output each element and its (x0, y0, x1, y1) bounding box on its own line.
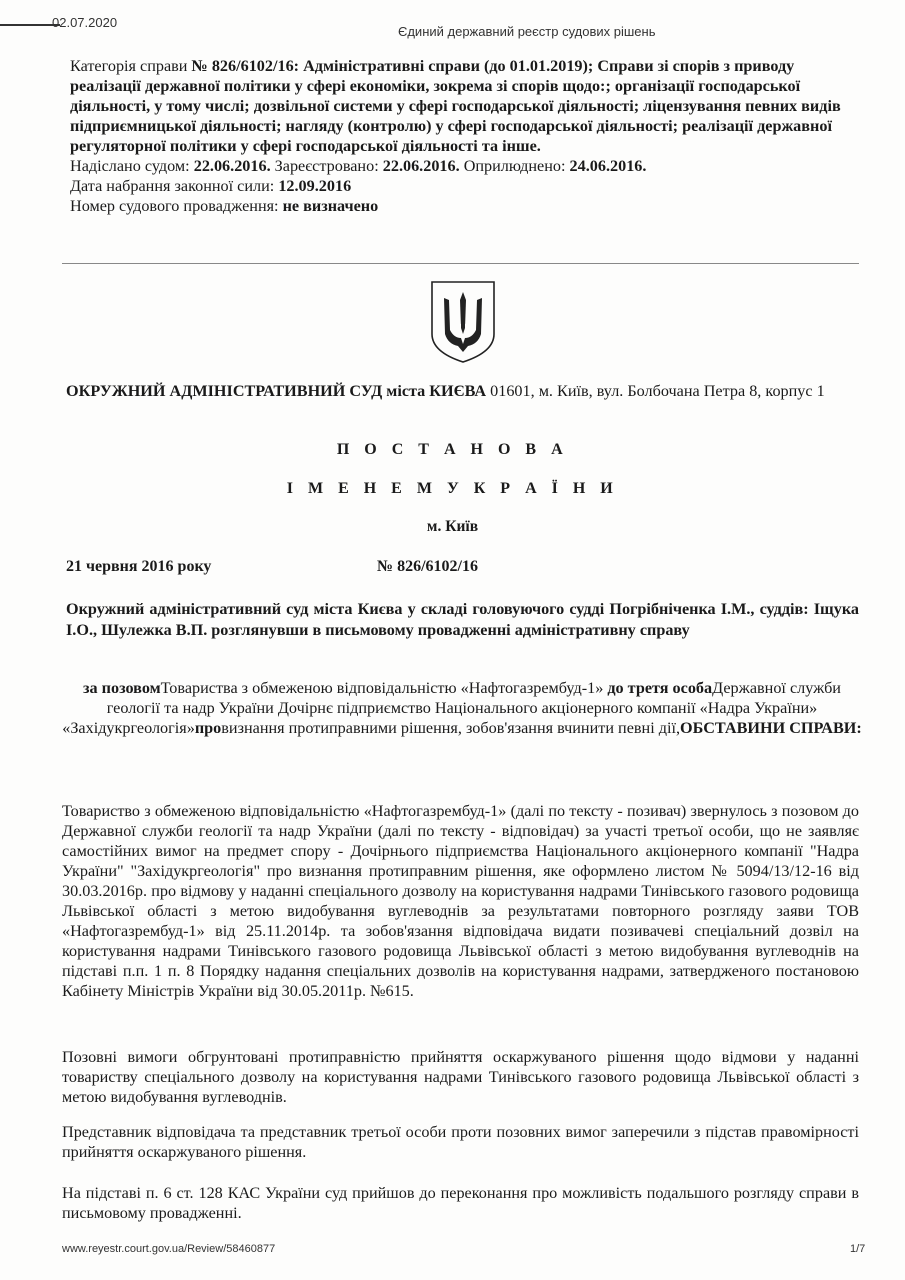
published-label: Оприлюднено: (459, 157, 570, 175)
header-strike-line (0, 24, 60, 26)
published-date: 24.06.2016. (569, 157, 647, 175)
category-text: № 826/6102/16: Адміністративні справи (до 01.01.2019); Справи зі спорів з приводу реалізації державної політики у сфері економіки, зокрема зі спорів щодо:; організації господарської діяльності, у тому числі; дозвільної системи у сфері господарської діяльності; ліцензування певних видів підприємницької діяльності; нагляду (контролю) у сфері господарської діяльності; реалізації державної регуляторної політики у сфері господарської діяльності та інше. (70, 57, 841, 155)
paragraph-2 (62, 1047, 859, 1107)
case-number: № 826/6102/16 (377, 558, 478, 575)
category-label: Категорія справи (70, 57, 192, 75)
effective-date-line (70, 176, 860, 196)
footer-url-link[interactable]: www.reyestr.court.gov.ua/Review/58460877 (62, 1243, 276, 1255)
proceeding-label: Номер судового провадження: (70, 197, 283, 215)
document-city: м. Київ (426, 518, 479, 535)
proceeding-line (70, 196, 860, 216)
document-subtitle: І М Е Н Е М У К Р А Ї Н И (286, 480, 619, 497)
lawsuit-label: за позовом (83, 679, 161, 697)
court-info (66, 381, 856, 402)
paragraph-3 (62, 1122, 859, 1162)
claim-subject: визнання протиправними рішення, зобов'язання вчинити певні дії, (221, 719, 681, 737)
effective-date: 12.09.2016 (278, 177, 352, 195)
document-title: П О С Т А Н О В А (336, 441, 569, 458)
paragraph-1 (62, 801, 859, 1001)
sent-date: 22.06.2016. (193, 157, 271, 175)
court-address: 01601, м. Київ, вул. Болбочана Петра 8, корпус 1 (486, 382, 825, 400)
plaintiff: Товариства з обмеженою відповідальністю «Нафтогазрембуд-1» (160, 679, 608, 697)
paragraph-text: На підставі п. 6 ст. 128 КАС України суд прийшов до переконання про можливість подальшого розгляду справи в письмовому провадженні. (62, 1184, 859, 1222)
court-name: ОКРУЖНИЙ АДМІНІСТРАТИВНИЙ СУД міста КИЄВА (66, 382, 487, 400)
defendant: Державної служби геології та надр України Дочірнє підприємство Національного акціонерного компанії «Надра України» «Західукргеологія» (62, 679, 841, 737)
header-date: 02.07.2020 (52, 15, 118, 30)
case-metadata (70, 56, 860, 216)
court-composition: Окружний адміністративний суд міста Києва у складі головуючого судді Погрібніченка І.М., суддів: Іщука І.О., Шулежка В.П. розглянувши в письмовому провадженні адміністративну справу (66, 600, 859, 639)
document-date: 21 червня 2016 року (66, 558, 212, 575)
page-number: 1/7 (850, 1243, 866, 1255)
sent-label: Надіслано судом: (70, 157, 194, 175)
paragraph-4 (62, 1183, 859, 1223)
coat-of-arms-icon (428, 278, 498, 364)
case-category (70, 56, 860, 156)
subject-label: про (194, 719, 222, 737)
case-dates (70, 156, 860, 176)
claim-block (62, 678, 862, 738)
header-divider (62, 263, 859, 264)
registered-date: 22.06.2016. (382, 157, 460, 175)
registered-label: Зареєстровано: (270, 157, 383, 175)
paragraph-text: Товариство з обмеженою відповідальністю «Нафтогазрембуд-1» (далі по тексту - позивач) звернулось з позовом до Державної служби геології та надр України (далі по тексту - відповідач) за участі третьої особи, що не заявляє самостійних вимог на предмет спору - Дочірнього підприємства Національного акціонерного компанії "Надра України" "Західукргеологія" про визнання протиправним рішення, яке оформлено листом № 5094/13/12-16 від 30.03.2016р. про відмову у наданні спеціального дозволу на користування надрами Тинівського газового родовища Львівської області з метою видобування вуглеводнів за результатами повторного розгляду заяви ТОВ «Нафтогазрембуд-1» від 25.11.2014р. та зобов'язання відповідача видати позивачеві спеціальний дозвіл на користування надрами Тинівського газового родовища Львівської області з метою видобування вуглеводнів на підставі п.п. 1 п. 8 Порядку надання спеціальних дозволів на користування надрами, затвердженого постановою Кабінету Міністрів України від 30.05.2011р. №615. (62, 802, 859, 1000)
proceeding-value: не визначено (282, 197, 379, 215)
circumstances-heading: ОБСТАВИНИ СПРАВИ: (680, 719, 862, 737)
registry-title: Єдиний державний реєстр судових рішень (398, 24, 656, 39)
paragraph-text: Позовні вимоги обгрунтовані протиправністю прийняття оскаржуваного рішення щодо відмови у наданні товариству спеціального дозволу на користування надрами Тинівського газового родовища Львівської області з метою видобування вуглеводнів. (62, 1048, 859, 1106)
paragraph-text: Представник відповідача та представник третьої особи проти позовних вимог заперечили з підстав правомірності прийняття оскаржуваного рішення. (62, 1123, 859, 1161)
effective-label: Дата набрання законної сили: (70, 177, 279, 195)
defendant-label: до третя особа (607, 679, 713, 697)
